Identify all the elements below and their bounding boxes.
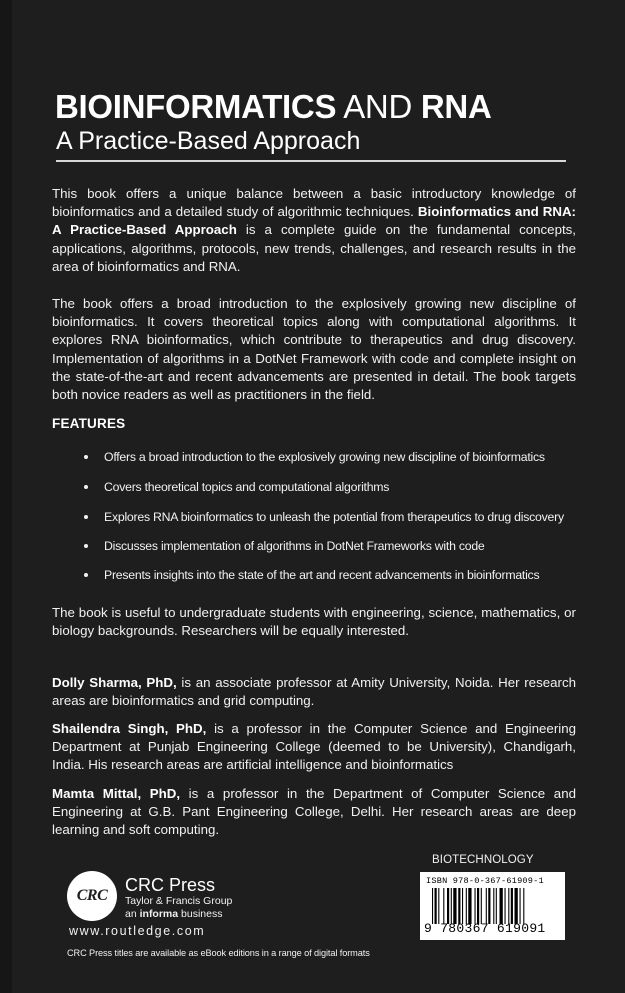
ebook-note: CRC Press titles are available as eBook editions in a range of digital formats xyxy=(67,948,370,958)
book-subtitle: A Practice-Based Approach xyxy=(56,127,361,155)
bullet-icon xyxy=(84,573,88,577)
spine-edge xyxy=(0,0,12,993)
author-bio: Dolly Sharma, PhD, is an associate professor at Amity University, Noida. Her research areas are bioinformatics and grid computing. xyxy=(52,675,576,709)
publisher-name: CRC Press xyxy=(125,875,216,895)
publisher-business: an informa business xyxy=(125,908,223,920)
barcode-digits: 9 780367 619091 xyxy=(424,921,546,936)
logo-lettering: CRC xyxy=(76,887,108,904)
description-paragraph-2: The book offers a broad introduction to the explosively growing new discipline of bioinformatics. It covers theoretical topics along with computational algorithms. It explores RNA bioinformatics, which contribute to therapeutics and drug discovery. Implementation of algorithms in a DotNet Framework with code and complete insight on the state-of-the-art and recent advancements are presented in detail. The book targets both novice readers as well as practitioners in the field. xyxy=(52,296,576,403)
bullet-icon xyxy=(84,544,88,548)
bullet-icon xyxy=(84,455,88,459)
author-bio: Mamta Mittal, PhD, is a professor in the Department of Computer Science and Engineering at G.B. Pant Engineering College, Delhi. Her research areas are deep learning and soft computing. xyxy=(52,786,576,838)
book-title: BIOINFORMATICS AND RNA xyxy=(55,88,492,125)
subject-category: BIOTECHNOLOGY xyxy=(432,854,534,866)
bullet-icon xyxy=(84,515,88,519)
title-divider xyxy=(56,160,566,162)
audience-paragraph: The book is useful to undergraduate students with engineering, science, mathematics, or biology backgrounds. Researchers will be equally interested. xyxy=(52,605,576,639)
publisher-website[interactable]: www.routledge.com xyxy=(69,924,206,938)
isbn-barcode xyxy=(420,872,565,940)
publisher-group: Taylor & Francis Group xyxy=(125,895,233,907)
bullet-icon xyxy=(84,485,88,489)
description-paragraph-1: This book offers a unique balance between a basic introductory knowledge of bioinformatics and a detailed study of algorithmic techniques. Bioinformatics and RNA: A Practice-Based Approach is a complete guide on the fundamental concepts, applications, algorithms, protocols, new trends, challenges, and research results in the area of bioinformatics and RNA. xyxy=(52,186,576,274)
features-heading: FEATURES xyxy=(52,416,126,431)
author-bio: Shailendra Singh, PhD, is a professor in the Computer Science and Engineering Department at Punjab Engineering College (deemed to be University), Chandigarh, India. His research areas are artificial intelligence and bioinformatics xyxy=(52,721,576,773)
crc-press-logo xyxy=(67,871,117,921)
barcode-bars xyxy=(432,888,562,924)
isbn-label: ISBN 978-0-367-61909-1 xyxy=(426,876,544,886)
